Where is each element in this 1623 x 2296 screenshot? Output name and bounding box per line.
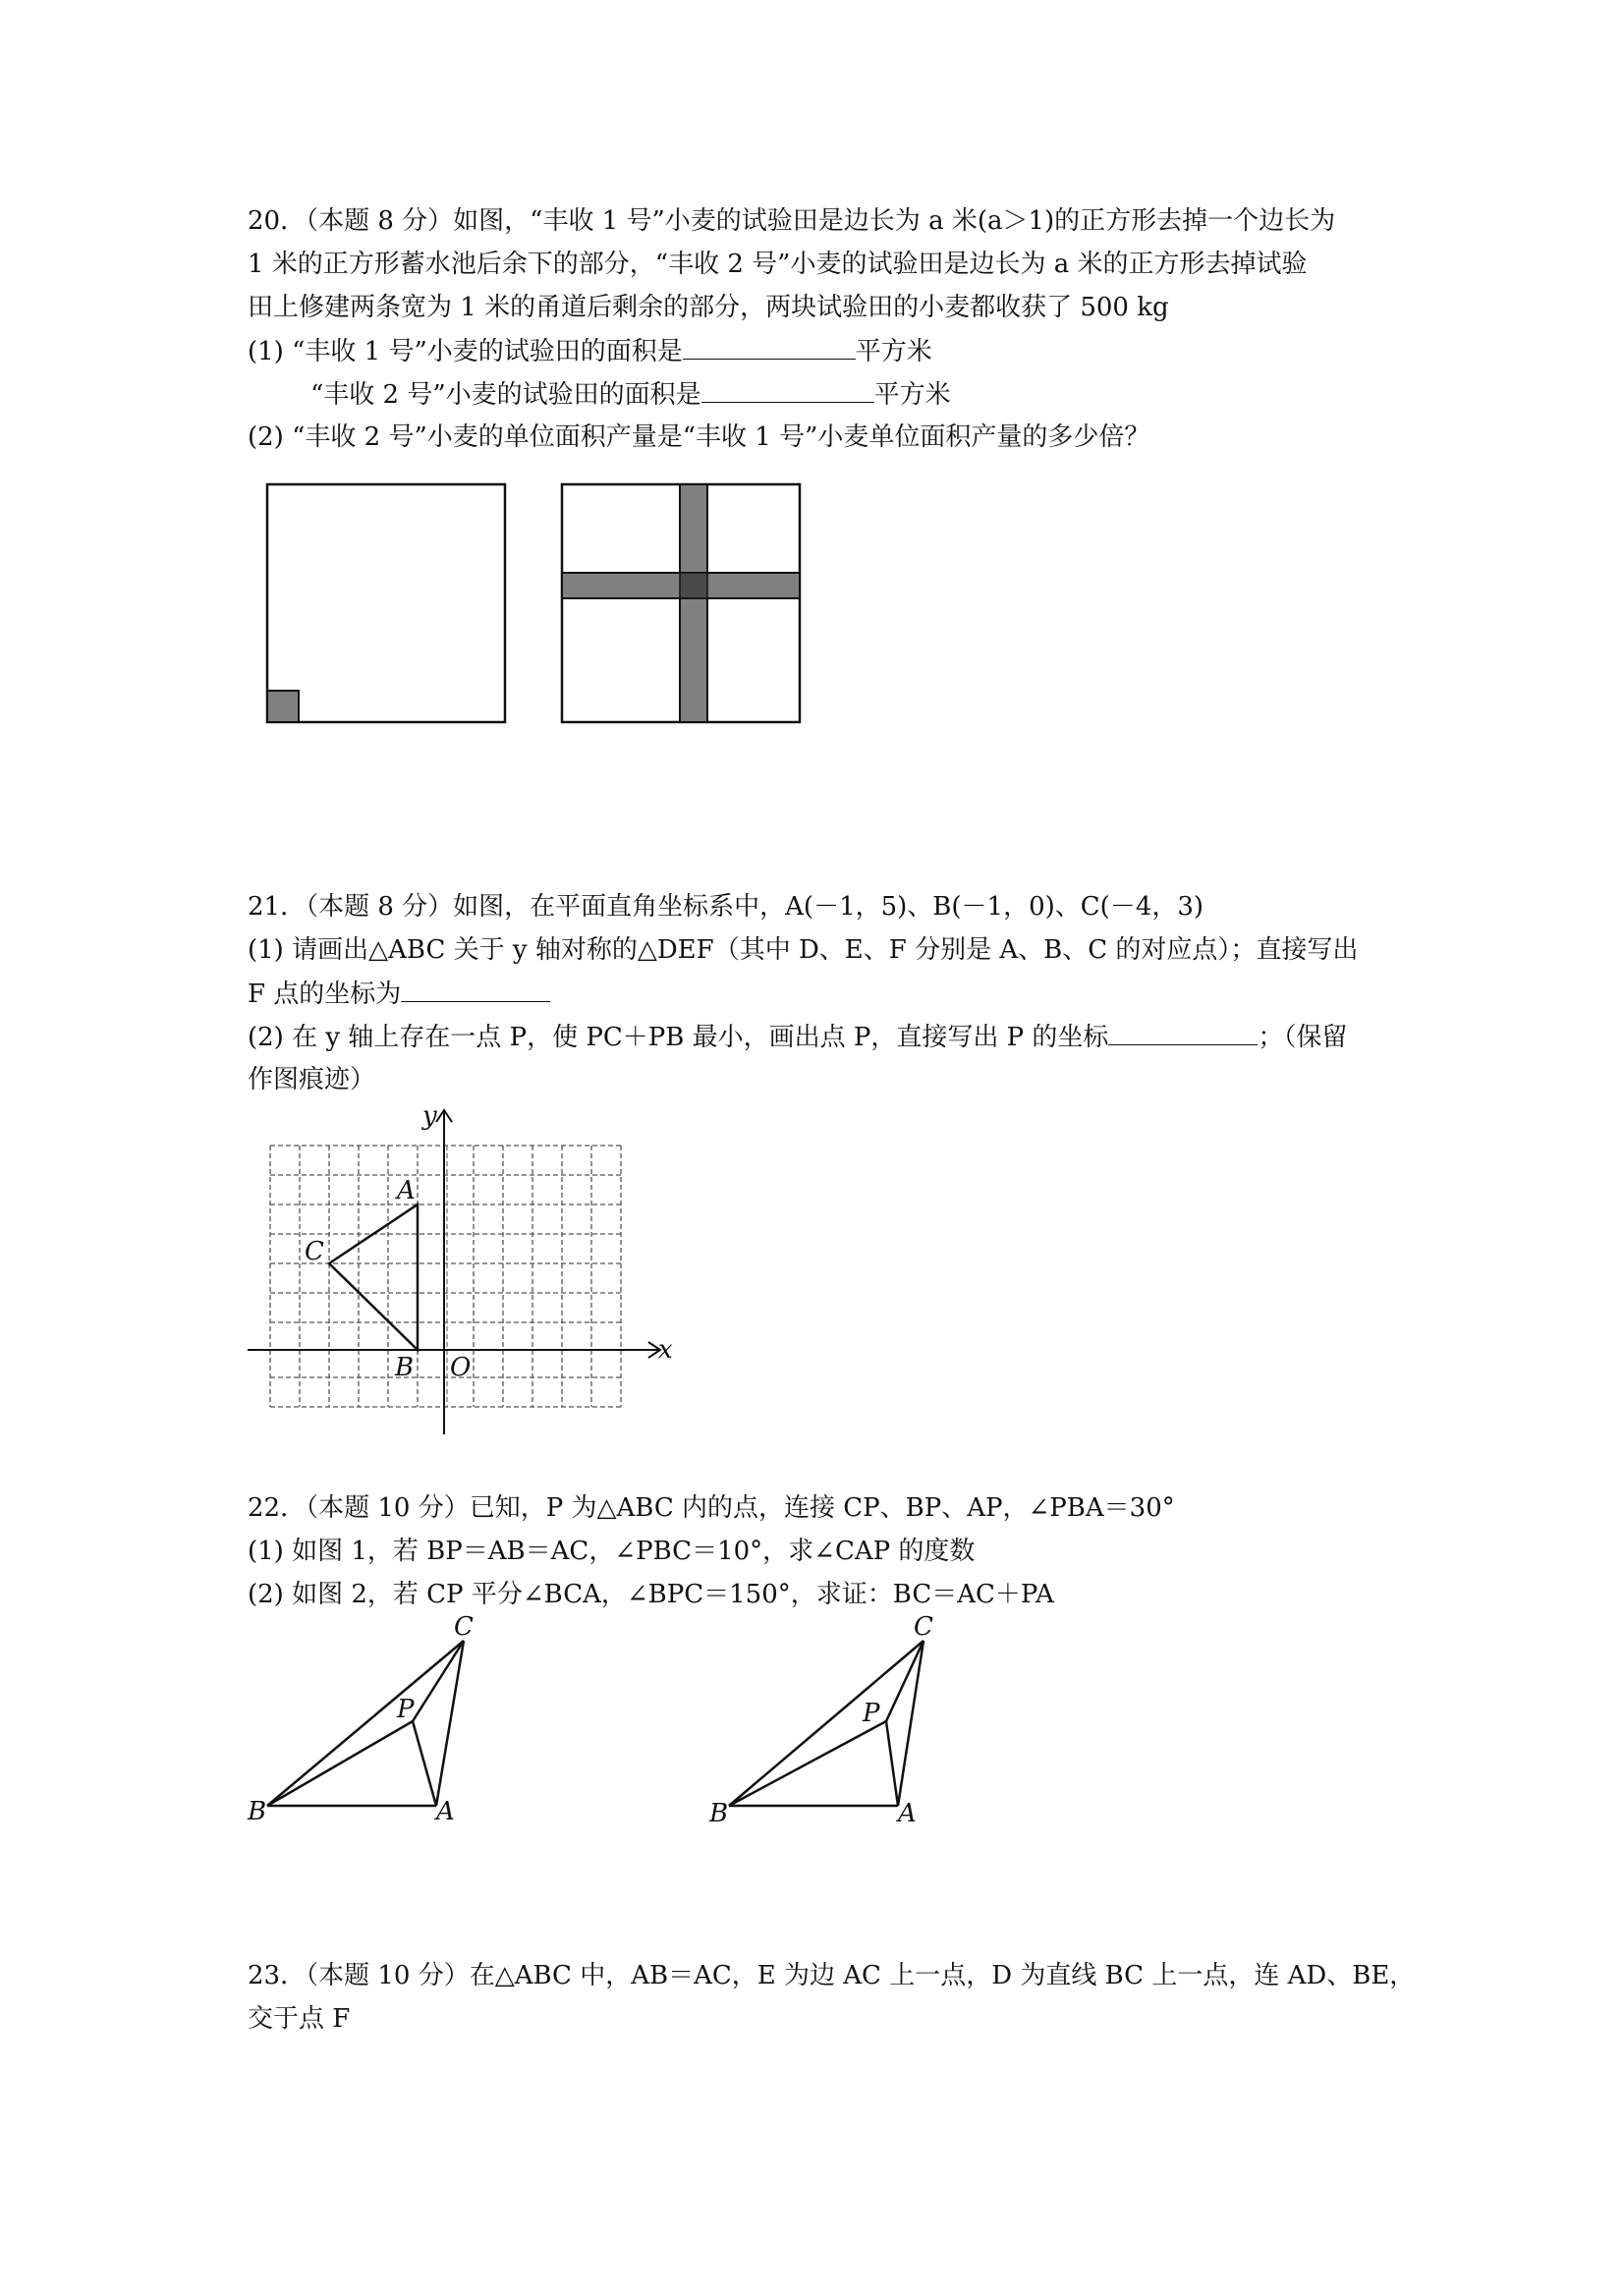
q22-f1-label-c: C — [454, 1612, 474, 1642]
q22-f2-segment-bp — [729, 1721, 886, 1806]
q21-label-y: y — [422, 1101, 437, 1131]
q23-line-1: 23．（本题 10 分）在△ABC 中，AB＝AC，E 为边 AC 上一点，D 为直线 BC 上一点，连 AD、BE， — [248, 1961, 1416, 1990]
q22-f2-label-p: P — [863, 1699, 880, 1728]
q20-line-2: 1 米的正方形蓄水池后余下的部分，“丰收 2 号”小麦的试验田是边长为 a 米的正方形去掉试验 — [248, 250, 1308, 279]
q20-part1a-unit: 平方米 — [855, 337, 932, 366]
q21-label-b: B — [395, 1353, 415, 1382]
q22-f2-label-c: C — [914, 1612, 933, 1642]
q21-line-5: 作图痕迹） — [248, 1065, 376, 1094]
q20-vertical-path — [680, 484, 707, 722]
q22-f2-label-b: B — [709, 1799, 729, 1828]
q21-label-x: x — [658, 1335, 673, 1365]
q21-grid-minor — [270, 1146, 621, 1407]
q21-line-4-tail: ；（保留 — [1258, 1023, 1348, 1052]
q22-f1-label-p: P — [397, 1695, 415, 1724]
q20-part1b-unit: 平方米 — [873, 380, 951, 410]
q20-figure-2-field — [562, 484, 800, 722]
q20-line-3: 田上修建两条宽为 1 米的甬道后剩余的部分，两块试验田的小麦都收获了 500 kg — [248, 293, 1169, 322]
q22-f1-label-b: B — [248, 1797, 267, 1826]
q20-line-1: 20．（本题 8 分）如图，“丰收 1 号”小麦的试验田是边长为 a 米(a＞1)的正方形去掉一个边长为 — [248, 206, 1336, 236]
q21-label-a: A — [397, 1176, 416, 1205]
q20-path-intersection — [680, 573, 707, 598]
q22-f1-label-a: A — [436, 1797, 455, 1826]
q20-part1b-text: “丰收 2 号”小麦的试验田的面积是 — [310, 380, 701, 410]
q23-line-2: 交于点 F — [248, 2004, 351, 2034]
q22-f2-label-a: A — [898, 1799, 917, 1828]
q21-grid-lines — [270, 1146, 621, 1407]
q20-part2: (2) “丰收 2 号”小麦的单位面积产量是“丰收 1 号”小麦单位面积产量的多少倍？ — [248, 422, 1150, 452]
q22-f2-segment-pa — [886, 1721, 898, 1806]
q22-figure-1 — [267, 1641, 464, 1806]
q20-big-square-1 — [267, 484, 505, 722]
q22-figure-2 — [729, 1641, 923, 1806]
q21-line-2: (1) 请画出△ABC 关于 y 轴对称的△DEF（其中 D、E、F 分别是 A、B、C 的对应点）；直接写出 — [248, 935, 1359, 965]
q22-f1-side-bc — [267, 1641, 464, 1806]
q21-line-3-text: F 点的坐标为 — [248, 980, 402, 1009]
q21-label-c: C — [305, 1237, 324, 1266]
q21-coordinate-grid — [248, 1101, 673, 1434]
q22-line-3: (2) 如图 2，若 CP 平分∠BCA，∠BPC＝150°，求证：BC＝AC＋PA — [248, 1580, 1054, 1609]
q20-figure-1-field — [267, 484, 505, 722]
q21-label-o: O — [450, 1353, 472, 1382]
q20-part1a-text: (1) “丰收 1 号”小麦的试验田的面积是 — [248, 337, 683, 366]
q20-pond-square — [267, 691, 299, 722]
q21-triangle-abc — [329, 1204, 418, 1350]
q22-line-1: 22．（本题 10 分）已知，P 为△ABC 内的点，连接 CP、BP、AP，∠PBA＝30° — [248, 1493, 1175, 1523]
q22-f1-segment-pa — [413, 1721, 436, 1806]
q22-f1-side-ca — [436, 1641, 464, 1806]
q21-line-4-text: (2) 在 y 轴上存在一点 P，使 PC＋PB 最小，画出点 P，直接写出 P 的坐标 — [248, 1023, 1109, 1052]
q21-line-1: 21．（本题 8 分）如图，在平面直角坐标系中，A(－1，5)、B(－1，0)、C(－4，3) — [248, 892, 1204, 922]
q22-line-2: (1) 如图 1，若 BP＝AB＝AC，∠PBC＝10°，求∠CAP 的度数 — [248, 1537, 976, 1566]
q22-f1-segment-bp — [267, 1721, 413, 1806]
